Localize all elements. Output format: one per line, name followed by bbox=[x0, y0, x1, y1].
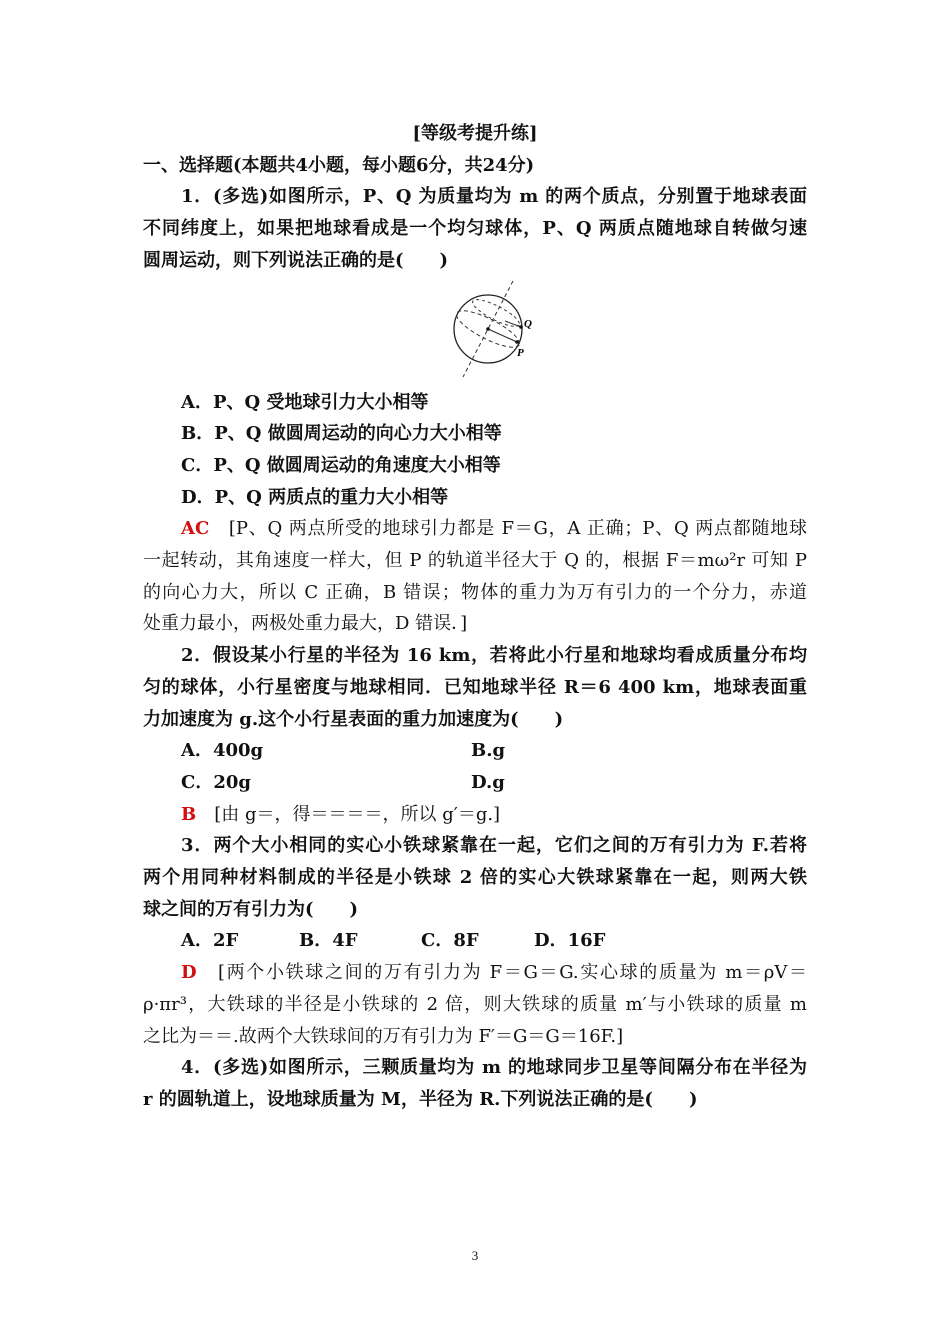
q3-option-d: D．16F bbox=[534, 930, 606, 952]
q3-answer-key: D bbox=[181, 962, 197, 984]
q3-answer-line-1 bbox=[143, 957, 807, 989]
document-page bbox=[143, 118, 807, 1116]
label-q: Q bbox=[524, 317, 532, 330]
question-1 bbox=[143, 181, 807, 640]
q3-line-1: 3．两个大小相同的实心小铁球紧靠在一起，它们之间的万有引力为 F.若将 bbox=[181, 835, 807, 857]
q1-line-2: 不同纬度上，如果把地球看成是一个均匀球体，P、Q 两质点随地球自转做匀速 bbox=[143, 218, 807, 240]
q3-option-a: A．2F bbox=[181, 930, 239, 952]
q3-line-2: 两个用同种材料制成的半径是小铁球 2 倍的实心大铁球紧靠在一起，则两大铁 bbox=[143, 867, 807, 889]
q4-line-2: r 的圆轨道上，设地球质量为 M，半径为 R.下列说法正确的是( ) bbox=[143, 1088, 698, 1110]
q3-option-b: B．4F bbox=[299, 930, 358, 952]
q2-answer-text: [由 g＝，得＝＝＝＝，所以 g′＝g.] bbox=[214, 803, 501, 825]
q1-answer-key: AC bbox=[181, 518, 210, 540]
question-4 bbox=[143, 1052, 807, 1115]
question-3 bbox=[143, 830, 807, 1052]
q3-option-c: C．8F bbox=[421, 930, 479, 952]
q4-line-1: 4．(多选)如图所示，三颗质量均为 m 的地球同步卫星等间隔分布在半径为 bbox=[181, 1057, 807, 1079]
q2-options-row-2 bbox=[143, 767, 807, 799]
q1-option-a: A．P、Q 受地球引力大小相等 bbox=[181, 391, 429, 413]
q2-line-2: 匀的球体，小行星密度与地球相同．已知地球半径 R＝6 400 km，地球表面重 bbox=[143, 676, 807, 698]
q1-line-1: 1．(多选)如图所示，P、Q 为质量均为 m 的两个质点，分别置于地球表面 bbox=[181, 186, 807, 208]
q1-answer-line-3: 的向心力大，所以 C 正确，B 错误；物体的重力为万有引力的一个分力，赤道 bbox=[143, 581, 807, 603]
q1-answer-line-1 bbox=[143, 513, 807, 545]
q1-line-3: 圆周运动，则下列说法正确的是( ) bbox=[143, 249, 449, 271]
q1-answer-line-2: 一起转动，其角速度一样大，但 P 的轨道半径大于 Q 的，根据 F＝mω²r 可知 P bbox=[143, 550, 807, 572]
q1-option-c: C．P、Q 做圆周运动的角速度大小相等 bbox=[181, 454, 501, 476]
q3-options bbox=[143, 925, 807, 957]
q2-options-row-1 bbox=[143, 735, 807, 767]
q1-answer-text-1: [P、Q 两点所受的地球引力都是 F＝G，A 正确；P、Q 两点都随地球 bbox=[228, 518, 807, 540]
section-title: 一、选择题(本题共4小题，每小题6分，共24分) bbox=[143, 154, 535, 176]
q1-answer-line-4: 处重力最小，两极处重力最大，D 错误．] bbox=[143, 613, 468, 635]
q2-answer-key: B bbox=[181, 803, 197, 825]
q2-option-c: C．20g bbox=[181, 771, 251, 793]
q3-answer-text-1: [两个小铁球之间的万有引力为 F＝G＝G.实心球的质量为 m＝ρV＝ bbox=[217, 962, 808, 984]
q2-option-d: D.g bbox=[471, 771, 505, 793]
q2-option-a: A．400g bbox=[181, 740, 264, 762]
earth-diagram bbox=[446, 279, 546, 379]
q2-answer bbox=[143, 799, 807, 831]
q1-option-b: B．P、Q 做圆周运动的向心力大小相等 bbox=[181, 423, 502, 445]
q1-option-d: D．P、Q 两质点的重力大小相等 bbox=[181, 486, 449, 508]
q3-line-3: 球之间的万有引力为( ) bbox=[143, 898, 359, 920]
q3-answer-line-2: ρ·πr³，大铁球的半径是小铁球的 2 倍，则大铁球的质量 m′与小铁球的质量 m bbox=[143, 993, 807, 1015]
question-2 bbox=[143, 640, 807, 830]
q3-answer-line-3: 之比为＝＝.故两个大铁球间的万有引力为 F′＝G＝G＝16F.] bbox=[143, 1025, 624, 1047]
q2-option-b: B.g bbox=[471, 740, 506, 762]
earth-figure bbox=[143, 277, 807, 387]
page-number: 3 bbox=[471, 1248, 479, 1263]
exercise-header: [等级考提升练] bbox=[412, 123, 538, 144]
label-p: P bbox=[517, 346, 524, 359]
q2-line-3: 力加速度为 g.这个小行星表面的重力加速度为( ) bbox=[143, 708, 564, 730]
q2-line-1: 2．假设某小行星的半径为 16 km，若将此小行星和地球均看成质量分布均 bbox=[181, 645, 807, 667]
